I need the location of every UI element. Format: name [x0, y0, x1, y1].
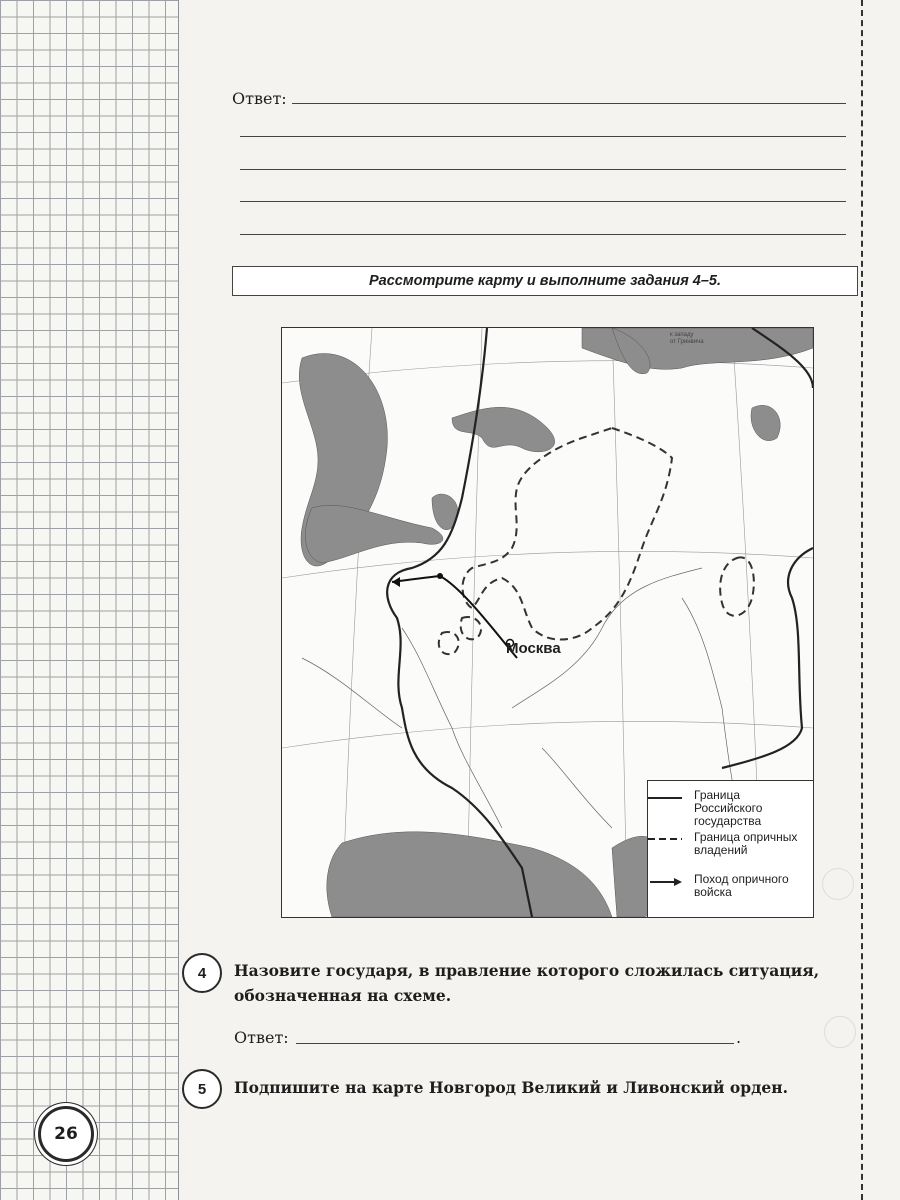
- dashed-line-icon: [648, 836, 684, 842]
- legend-state-border: Граница Российского государства: [694, 788, 763, 828]
- svg-text:к западу: к западу: [670, 332, 694, 338]
- question-number: 4: [182, 953, 222, 993]
- task-banner: Рассмотрите карту и выполните задания 4–5.: [232, 266, 858, 296]
- svg-text:от Гринвича: от Гринвича: [670, 339, 704, 345]
- legend-oprichnina-border: Граница опричных владений: [694, 830, 798, 857]
- question-number: 5: [182, 1069, 222, 1109]
- answer-period: .: [736, 1028, 742, 1047]
- answer-label: Ответ:: [232, 89, 287, 108]
- answer-line[interactable]: [292, 103, 846, 104]
- arrow-icon: [648, 877, 684, 887]
- answer-line[interactable]: [240, 169, 846, 170]
- answer-line[interactable]: [240, 136, 846, 137]
- bleed-through-mark: [824, 1016, 856, 1048]
- graph-paper-margin: [0, 0, 179, 1200]
- bleed-through-mark: [822, 868, 854, 900]
- page-number: 26: [38, 1106, 94, 1162]
- answer-line[interactable]: [240, 201, 846, 202]
- cut-line: [861, 0, 863, 1200]
- answer-label: Ответ:: [234, 1028, 289, 1047]
- question-text: Назовите государя, в правление которого сложилась ситуация, обозначенная на схеме.: [234, 961, 820, 1005]
- question-text: Подпишите на карте Новгород Великий и Ливонский орден.: [234, 1078, 789, 1097]
- answer-line[interactable]: [296, 1043, 734, 1044]
- map: [281, 327, 814, 918]
- moscow-label: Москва: [506, 640, 561, 657]
- map-legend: [647, 780, 814, 918]
- answer-line[interactable]: [240, 234, 846, 235]
- solid-line-icon: [648, 795, 684, 801]
- legend-campaign: Поход опричного войска: [694, 872, 789, 899]
